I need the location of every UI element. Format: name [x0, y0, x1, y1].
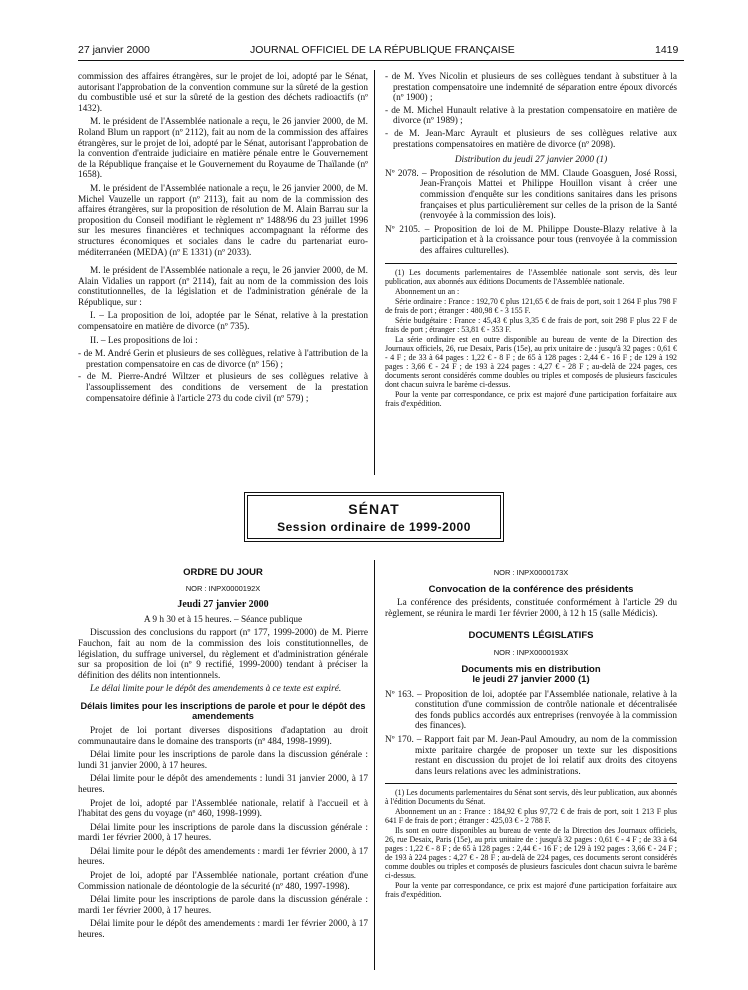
senat-title-box: [244, 492, 504, 542]
footnote-rule: [385, 783, 677, 784]
footnote-line: La série ordinaire est en outre disponible au bureau de vente de la Direction des Journaux officiels, 26, rue Desaix, Paris (15e), au prix unitaire de : jusqu'à 32 pages : 0,61 € - 4 F ; de 33 à 64 pages : 1,22 € - 8 F ; de 65 à 128 pages : 2,44 € - 16 F ; de 129 à 192 pages : 3,66 € - 24 F ; de 193 à 224 pages : 4,27 € - 28 F ; au-delà de 224 pages, ces documents seront considérés comme doubles ou triples et composés de plusieurs fascicules dont chacun suivra le barème ci-dessus.: [385, 334, 677, 389]
paragraph: Projet de loi, adopté par l'Assemblée nationale, portant création d'une Commission nationale de déontologie de la sécurité (nº 480, 1997-1998).: [78, 871, 368, 892]
numbered-item: [385, 225, 677, 257]
column-divider-bottom: [374, 560, 375, 970]
paragraph: Discussion des conclusions du rapport (nº 177, 1999-2000) de M. Pierre Fauchon, fait au nom de la commission des lois constitutionnelles, de législation, du suffrage universel, du règlement et d'administration générale sur sa proposition de loi (nº 9 rectifié, 1999-2000) tendant à préciser la définition des délits non intentionnels.: [78, 628, 368, 681]
distribution-heading: Distribution du jeudi 27 janvier 2000 (1): [454, 155, 608, 166]
subheading: Délais limites pour les inscriptions de parole et pour le dépôt des amendements: [80, 700, 366, 722]
item-number: Nº 2078.: [385, 168, 419, 179]
paragraph: Délai limite pour le dépôt des amendements : mardi 1er février 2000, à 17 heures.: [78, 846, 368, 868]
list-item: - de M. André Gerin et plusieurs de ses collègues, relative à l'attribution de la prestation compensatoire en cas de divorce (nº 156) ;: [78, 349, 368, 370]
numbered-item: [385, 690, 677, 732]
paragraph: Délai limite pour les inscriptions de parole dans la discussion générale : mardi 1er février 2000, à 17 heures.: [78, 895, 368, 916]
list-item: - de M. Yves Nicolin et plusieurs de ses collègues tendant à substituer à la prestation compensatoire une indemnité de séparation entre époux divorcés (nº 1900) ;: [385, 72, 677, 104]
footnote-line: Abonnement un an : France : 184,92 € plus 97,72 € de frais de port, soit 1 213 F plus 641 F de frais de port ; étranger : 425,03 € - 2 788 F.: [385, 807, 677, 826]
header-title: JOURNAL OFFICIEL DE LA RÉPUBLIQUE FRANÇAISE: [250, 44, 515, 56]
paragraph: II. – Les propositions de loi :: [90, 335, 198, 346]
section-heading: DOCUMENTS LÉGISLATIFS: [468, 630, 594, 642]
header-date: 27 janvier 2000: [78, 44, 150, 56]
paragraph: commission des affaires étrangères, sur le projet de loi, adopté par le Sénat, autorisant l'approbation de la convention commune sur la sûreté de la gestion du combustible usé et sur la sûreté de la gestion des déchets radioactifs (nº 1432).: [78, 72, 368, 114]
senat-title-inner: [247, 495, 501, 539]
item-text: – Proposition de loi de M. Philippe Douste-Blazy relative à la participation et à la croissance pour tous (renvoyée à la commission des affaires culturelles).: [420, 224, 678, 256]
subheading: Documents mis en distribution: [461, 663, 601, 675]
right-top-column: [385, 72, 677, 409]
nor-reference: NOR : INPX0000192X: [185, 583, 261, 593]
item-text: – Proposition de loi, adoptée par l'Assemblée nationale, relative à la constitution d'une commission de contrôle nationale et décentralisée des fonds publics accordés aux entreprises (renvoyée à la commission des finances).: [415, 689, 677, 732]
paragraph: Délai limite pour les inscriptions de parole dans la discussion générale : mardi 1er février 2000, à 17 heures.: [78, 822, 368, 844]
nor-reference: NOR : INPX0000193X: [493, 647, 569, 657]
numbered-item: [385, 735, 677, 777]
footnote: [385, 788, 677, 899]
session-date: Jeudi 27 janvier 2000: [177, 599, 269, 611]
list-item: - de M. Jean-Marc Ayrault et plusieurs de ses collègues relative aux prestations compensatoires en matière de divorce (nº 2098).: [385, 128, 677, 150]
paragraph: I. – La proposition de loi, adoptée par le Sénat, relative à la prestation compensatoire en matière de divorce (nº 735).: [78, 311, 368, 333]
senat-title: SÉNAT: [348, 501, 400, 517]
list-item: - de M. Michel Hunault relative à la prestation compensatoire en matière de divorce (nº 1989) ;: [385, 105, 677, 127]
left-top-column: [78, 72, 368, 406]
item-number: Nº 163.: [385, 689, 414, 700]
paragraph: La conférence des présidents, constituée conformément à l'article 29 du règlement, se réunira le mardi 1er février 2000, à 12 h 15 (salle Médicis).: [385, 598, 677, 619]
footnote-line: Série ordinaire : France : 192,70 € plus 121,65 € de frais de port, soit 1 264 F plus 798 F de frais de port ; étranger : 480,98 € - 3 155 F.: [385, 296, 677, 315]
nor-reference: NOR : INPX0000173X: [493, 568, 569, 577]
paragraph: Délai limite pour les inscriptions de parole dans la discussion générale : lundi 31 janvier 2000, à 17 heures.: [78, 750, 368, 771]
session-time: A 9 h 30 et à 15 heures. – Séance publique: [143, 614, 303, 625]
header-page-number: 1419: [655, 44, 679, 56]
paragraph: Délai limite pour le dépôt des amendements : lundi 31 janvier 2000, à 17 heures.: [78, 774, 368, 795]
item-number: Nº 2105.: [385, 224, 421, 235]
paragraph: Délai limite pour le dépôt des amendements : mardi 1er février 2000, à 17 heures.: [78, 919, 368, 941]
header-rule: [78, 60, 684, 61]
footnote-line: Pour la vente par correspondance, ce prix est majoré d'une participation forfaitaire aux frais d'expédition.: [385, 389, 677, 408]
subheading: le jeudi 27 janvier 2000 (1): [472, 674, 590, 686]
footnote: [385, 268, 677, 408]
footnote-line: Abonnement un an :: [395, 286, 460, 296]
right-bottom-column: [385, 568, 677, 900]
paragraph: Projet de loi portant diverses dispositions d'adaptation au droit communautaire dans le domaine des transports (nº 484, 1998-1999).: [78, 725, 368, 747]
footnote-line: (1) Les documents parlementaires du Sénat sont servis, dès leur publication, aux abonnés à l'édition Documents du Sénat.: [385, 788, 677, 807]
senat-subtitle: Session ordinaire de 1999-2000: [277, 520, 471, 534]
item-text: – Proposition de résolution de MM. Claude Goasguen, José Rossi, Jean-François Mattei et Philippe Houillon visant à créer une commission d'enquête sur les conditions sanitaires dans les prisons françaises et plus particulièrement sur celles de la prison de la Santé (renvoyée à la commission des lois).: [420, 168, 677, 222]
item-number: Nº 170.: [385, 734, 414, 745]
footnote-line: Pour la vente par correspondance, ce prix est majoré d'une participation forfaitaire aux frais d'expédition.: [385, 881, 677, 900]
paragraph: Projet de loi, adopté par l'Assemblée nationale, relatif à l'accueil et à l'habitat des gens du voyage (nº 460, 1998-1999).: [78, 798, 368, 820]
paragraph: M. le président de l'Assemblée nationale a reçu, le 26 janvier 2000, de M. Michel Vauzelle un rapport (nº 2113), fait au nom de la commission des affaires étrangères, sur la proposition de résolution de M. Alain Barrau sur la proposition du Conseil modifiant le règlement nº 1488/96 du 23 juillet 1996 sur les mesures financières et techniques accompagnant la réforme des structures économiques et sociales dans le cadre du partenariat euro-méditerranéen (MEDA) (nº E 1331) (nº 2033).: [78, 183, 368, 258]
column-divider-top: [374, 70, 375, 475]
paragraph: M. le président de l'Assemblée nationale a reçu, le 26 janvier 2000, de M. Roland Blum un rapport (nº 2112), fait au nom de la commission des affaires étrangères, sur le projet de loi, adopté par le Sénat, autorisant l'approbation de la convention d'entraide judiciaire en matière pénale entre le Gouvernement de la République française et le Gouvernement du Royaume de Thaïlande (nº 1658).: [78, 117, 368, 181]
paragraph: M. le président de l'Assemblée nationale a reçu, le 26 janvier 2000, de M. Alain Vidalies un rapport (nº 2114), fait au nom de la commission des lois constitutionnelles, de la législation et de l'administration générale de la République, sur :: [78, 266, 368, 308]
footnote-line: Ils sont en outre disponibles au bureau de vente de la Direction des Journaux officiels, 26, rue Desaix, Paris (15e), au prix unitaire de : jusqu'à 32 pages : 0,61 € - 4 F ; de 33 à 64 pages : 1,22 € - 8 F ; de 65 à 128 pages : 2,44 € - 16 F ; de 129 à 192 pages : 3,66 € - 24 F ; de 193 à 224 pages : 4,27 € - 28 F ; au-delà de 224 pages, ces documents seront considérés comme doubles ou triples et composés de plusieurs fascicules dont chacun suivra le barème ci-dessus.: [385, 826, 677, 881]
footnote-line: (1) Les documents parlementaires de l'Assemblée nationale sont servis, dès leur publication, aux abonnés aux éditions Documents de l'Assemblée nationale.: [385, 267, 677, 286]
list-item: - de M. Pierre-André Wiltzer et plusieurs de ses collègues relative à l'assouplissement des conditions de versement de la prestation compensatoire définie à l'article 273 du code civil (nº 579) ;: [78, 372, 368, 404]
footnote-line: Série budgétaire : France : 45,43 € plus 3,35 € de frais de port, soit 298 F plus 22 F de frais de port ; étranger : 53,81 € - 353 F.: [385, 315, 677, 334]
paragraph: Le délai limite pour le dépôt des amendements à ce texte est expiré.: [90, 684, 342, 695]
left-bottom-column: [78, 568, 368, 944]
footnote-rule: [385, 263, 677, 264]
section-heading: Convocation de la conférence des présidents: [428, 583, 634, 595]
item-text: – Rapport fait par M. Jean-Paul Amoudry, au nom de la commission mixte paritaire chargée de proposer un texte sur les dispositions restant en discussion du projet de loi relatif aux droits des citoyens dans leurs relations avec les administrations.: [415, 734, 677, 777]
section-heading: ORDRE DU JOUR: [183, 567, 263, 578]
numbered-item: [385, 169, 677, 222]
